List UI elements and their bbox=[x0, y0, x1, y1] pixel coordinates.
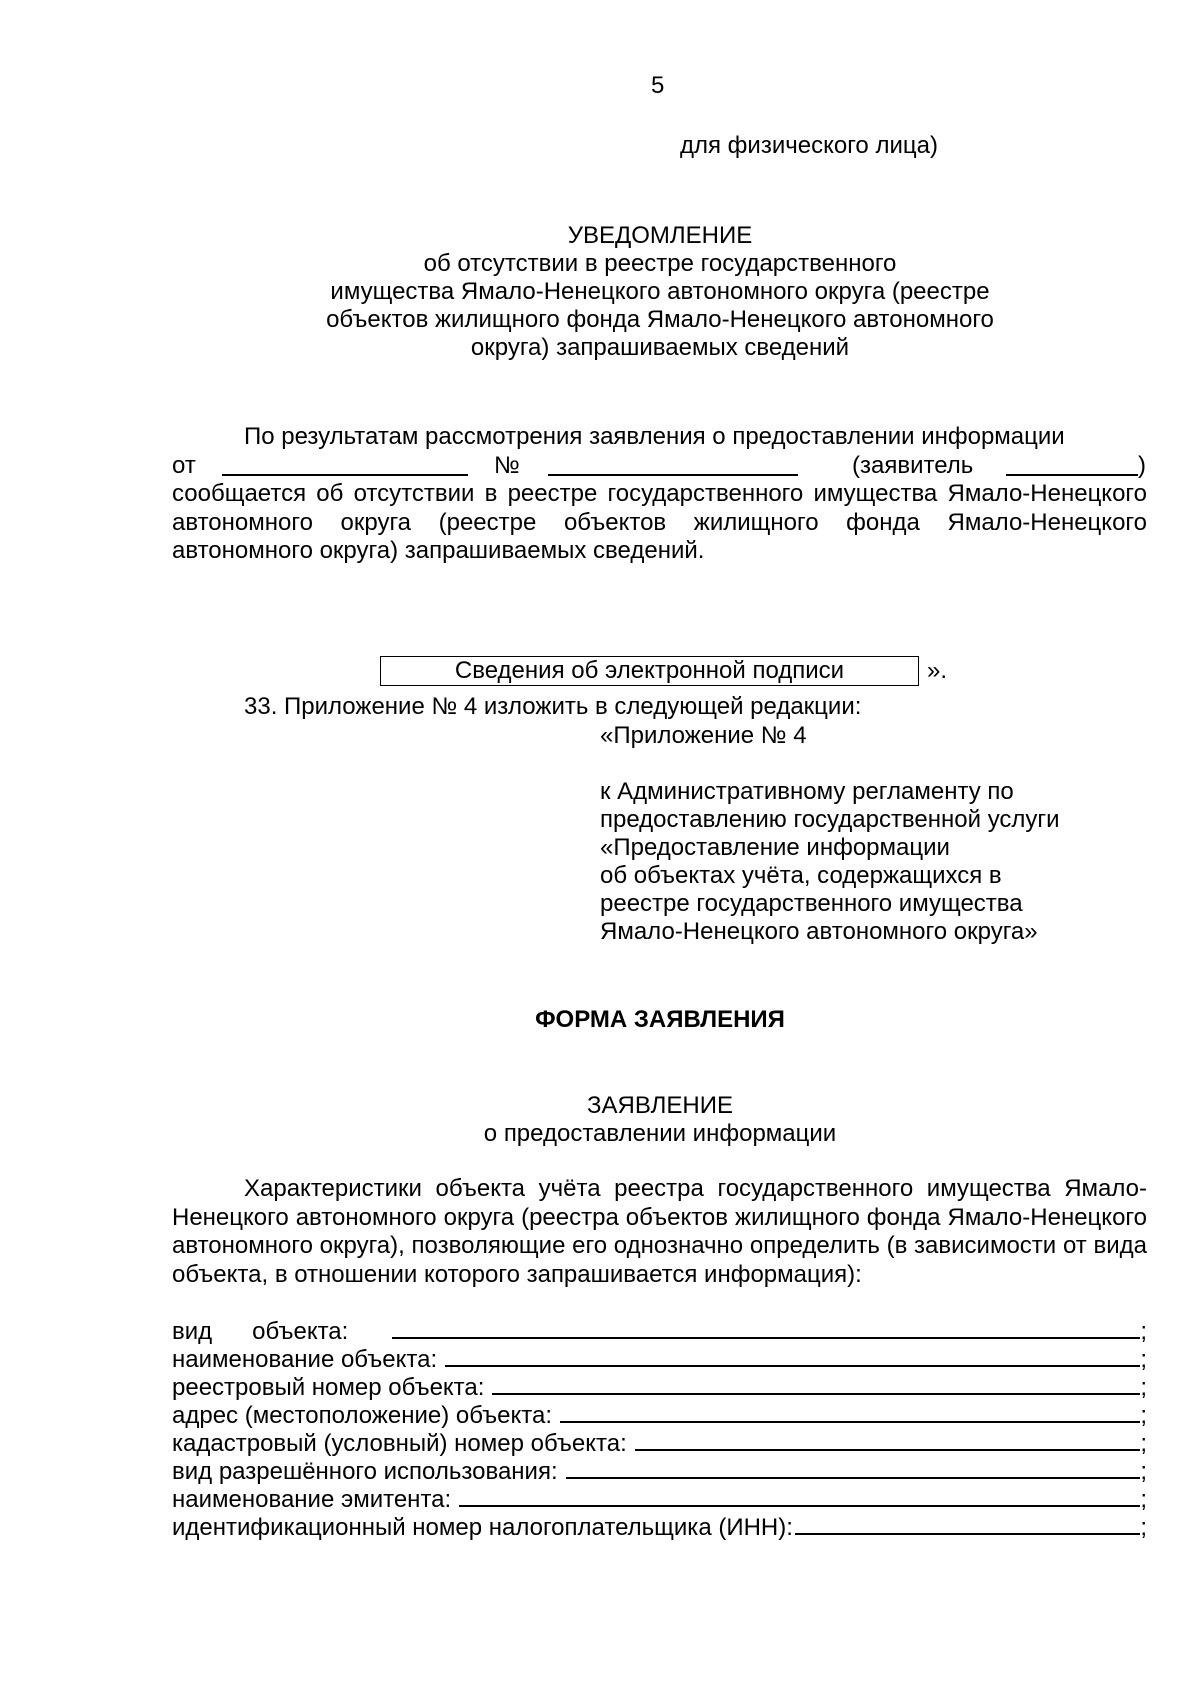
field-label: адрес (местоположение) объекта: bbox=[172, 1402, 553, 1429]
appendix-line-4: об объектах учёта, содержащихся в bbox=[600, 862, 1002, 889]
notice-subtitle-line-2: имущества Ямало-Ненецкого автономного округа (реестре bbox=[330, 278, 990, 305]
field-input-line[interactable] bbox=[635, 1429, 1141, 1451]
field-end: ; bbox=[1140, 1402, 1147, 1429]
application-intro: Характеристики объекта учёта реестра государственного имущества Ямало-Ненецкого автономного округа (реестра объектов жилищного фонда Ямало-Ненецкого автономного округа), позволяющие его однозначно определить (в зависимости от вида объекта, в отношении которого запрашивается информация): bbox=[172, 1175, 1147, 1288]
notice-title: УВЕДОМЛЕНИЕ bbox=[567, 222, 753, 249]
field-end: ; bbox=[1140, 1430, 1147, 1457]
notice-subtitle-line-4: округа) запрашиваемых сведений bbox=[470, 334, 850, 361]
appendix-line-1: к Административному регламенту по bbox=[600, 778, 1014, 805]
signature-box bbox=[380, 656, 919, 686]
top-note: для физического лица) bbox=[680, 132, 938, 159]
applicant-blank[interactable] bbox=[1006, 452, 1138, 476]
application-title: ЗАЯВЛЕНИЕ bbox=[587, 1092, 733, 1119]
page-number: 5 bbox=[651, 72, 665, 99]
field-input-line[interactable] bbox=[795, 1513, 1140, 1535]
number-blank[interactable] bbox=[548, 452, 798, 476]
appendix-line-3: «Предоставление информации bbox=[600, 834, 950, 861]
field-object-type bbox=[172, 1317, 1147, 1345]
notice-body-line-1: По результатам рассмотрения заявления о предоставлении информации bbox=[244, 423, 1065, 450]
field-input-line[interactable] bbox=[560, 1401, 1140, 1423]
field-address bbox=[172, 1401, 1147, 1429]
field-inn bbox=[172, 1513, 1147, 1541]
field-end: ; bbox=[1140, 1458, 1147, 1485]
application-subtitle: о предоставлении информации bbox=[483, 1120, 837, 1147]
field-registry-number bbox=[172, 1373, 1147, 1401]
field-input-line[interactable] bbox=[459, 1485, 1140, 1507]
notice-subtitle-line-1: об отсутствии в реестре государственного bbox=[423, 250, 897, 277]
field-label: кадастровый (условный) номер объекта: bbox=[172, 1430, 627, 1457]
field-input-line[interactable] bbox=[492, 1373, 1140, 1395]
appendix-line-2: предоставлению государственной услуги bbox=[600, 806, 1060, 833]
field-input-line[interactable] bbox=[445, 1345, 1140, 1367]
field-label: вид разрешённого использования: bbox=[172, 1458, 558, 1485]
appendix-title: «Приложение № 4 bbox=[600, 722, 807, 749]
field-cadastral-number bbox=[172, 1429, 1147, 1457]
field-issuer-name bbox=[172, 1485, 1147, 1513]
number-label: № bbox=[494, 452, 520, 479]
notice-body-line-2 bbox=[172, 452, 1147, 480]
field-input-line[interactable] bbox=[392, 1317, 1140, 1339]
field-end: ; bbox=[1140, 1318, 1147, 1345]
signature-box-label: Сведения об электронной подписи bbox=[454, 657, 845, 684]
signature-close: ». bbox=[927, 657, 948, 684]
field-input-line[interactable] bbox=[566, 1457, 1141, 1479]
notice-body-rest: сообщается об отсутствии в реестре государственного имущества Ямало-Ненецкого автономного округа (реестре объектов жилищного фонда Ямало-Ненецкого автономного округа) запрашиваемых сведений. bbox=[172, 480, 1147, 564]
field-label: наименование эмитента: bbox=[172, 1486, 452, 1513]
field-end: ; bbox=[1140, 1486, 1147, 1513]
field-end: ; bbox=[1140, 1374, 1147, 1401]
appendix-line-6: Ямало-Ненецкого автономного округа» bbox=[600, 918, 1038, 945]
from-label: от bbox=[172, 452, 196, 479]
appendix-line-5: реестре государственного имущества bbox=[600, 890, 1023, 917]
applicant-label: (заявитель bbox=[852, 452, 974, 479]
field-permitted-use bbox=[172, 1457, 1147, 1485]
date-blank[interactable] bbox=[222, 452, 468, 476]
field-object-name bbox=[172, 1345, 1147, 1373]
field-label: вид объекта: bbox=[172, 1318, 349, 1345]
notice-subtitle-line-3: объектов жилищного фонда Ямало-Ненецкого автономного bbox=[326, 306, 994, 333]
field-label: идентификационный номер налогоплательщика (ИНН): bbox=[172, 1514, 793, 1541]
field-label: наименование объекта: bbox=[172, 1346, 438, 1373]
field-label: реестровый номер объекта: bbox=[172, 1374, 485, 1401]
field-end: ; bbox=[1140, 1514, 1147, 1541]
close-paren: ) bbox=[1138, 452, 1146, 479]
form-heading: ФОРМА ЗАЯВЛЕНИЯ bbox=[535, 1006, 785, 1033]
amendment-text: 33. Приложение № 4 изложить в следующей редакции: bbox=[244, 693, 862, 720]
field-end: ; bbox=[1140, 1346, 1147, 1373]
